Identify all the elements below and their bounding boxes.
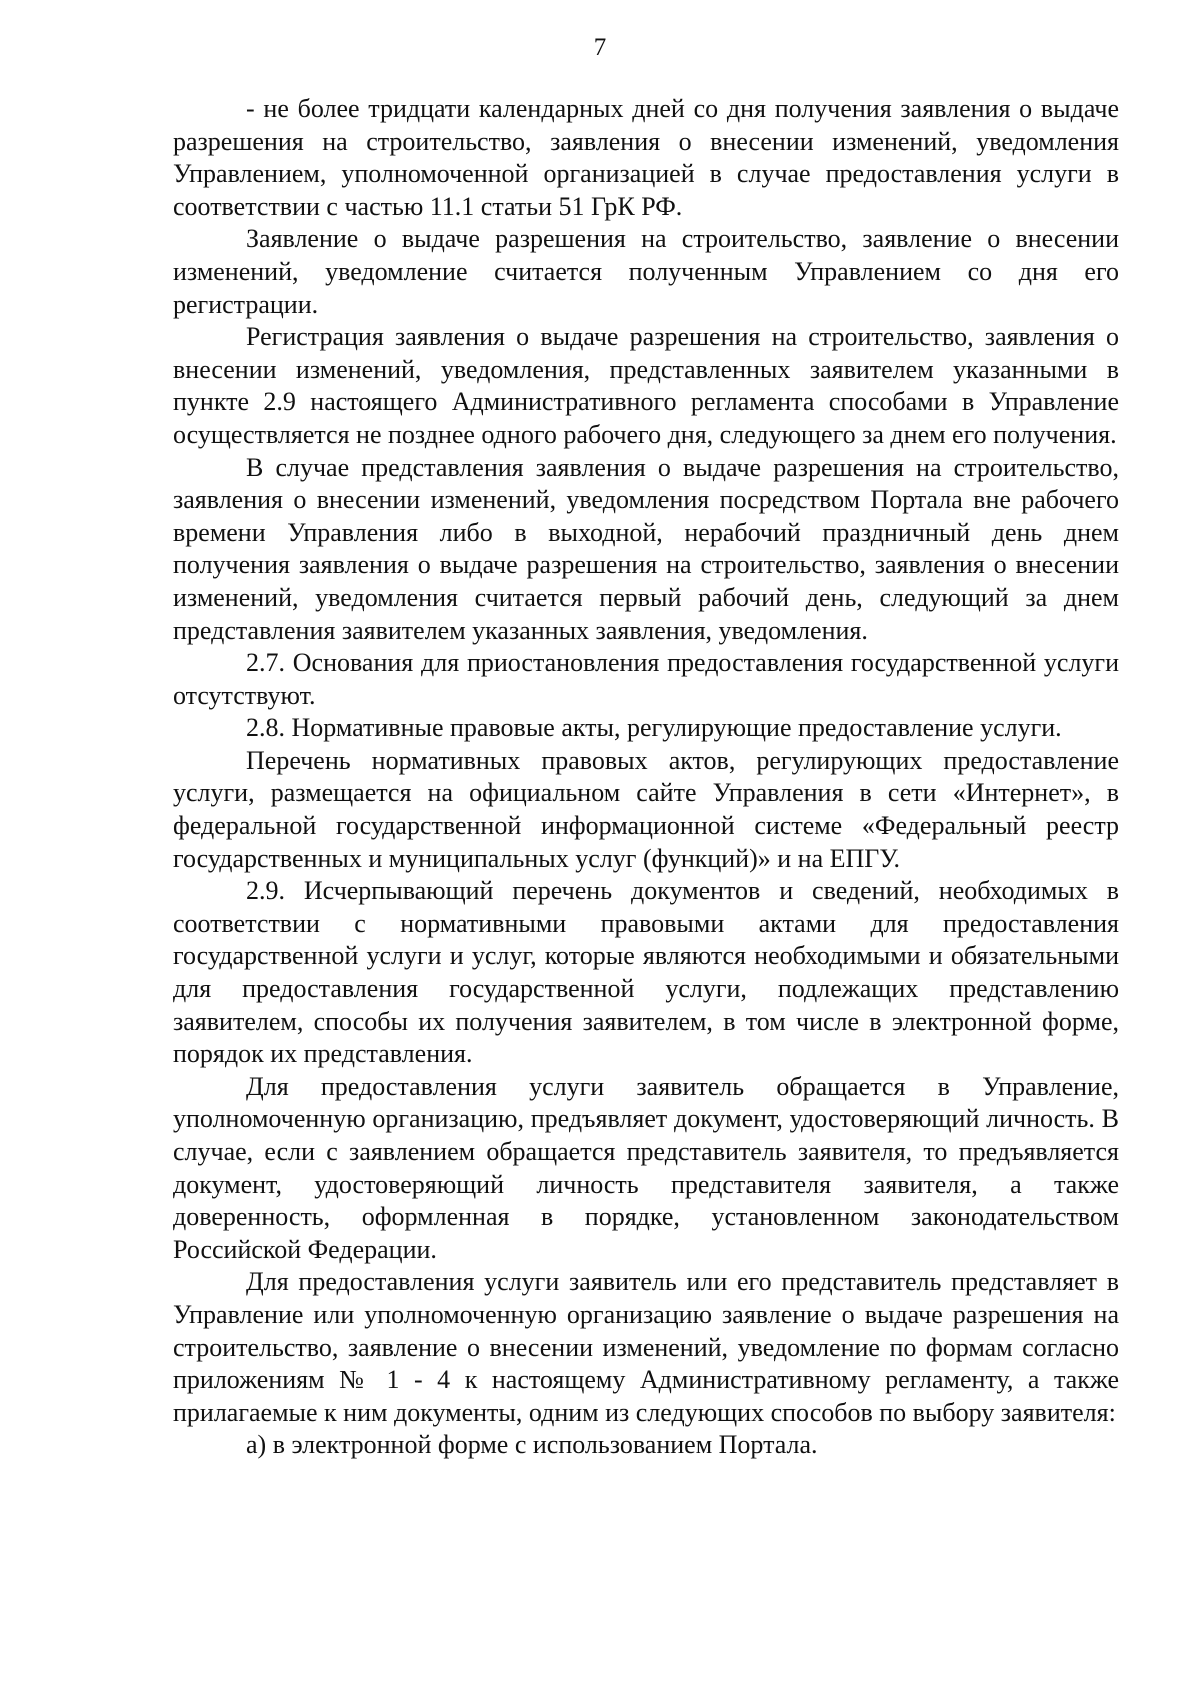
paragraph-submission-methods: Для предоставления услуги заявитель или его представитель представляет в Управление или уполномоченную организацию заявление о выдаче разрешения на строительство, заявление о внесении изменений, уведомление по формам согласно приложениям № 1 - 4 к настоящему Административному регламенту, а также прилагаемые к ним документы, одним из следующих способов по выбору заявителя: <box>173 1267 1119 1427</box>
paragraph-section-2-9: 2.9. Исчерпывающий перечень документов и сведений, необходимых в соответствии с нормативными правовыми актами для предоставления государственной услуги и услуг, которые являются необходимыми и обязательными для предоставления государственной услуги, подлежащих представлению заявителем, способы их получения заявителем, в том числе в электронной форме, порядок их представления. <box>173 876 1119 1069</box>
paragraph-legal-acts-list: Перечень нормативных правовых актов, регулирующих предоставление услуги, размещается на официальном сайте Управления в сети «Интернет», в федеральной государственной информационной системе «Федеральный реестр государственных и муниципальных услуг (функций)» и на ЕПГУ. <box>173 745 1119 873</box>
paragraph-section-2-7: 2.7. Основания для приостановления предоставления государственной услуги отсутствуют. <box>173 648 1119 710</box>
page-number: 7 <box>593 34 607 61</box>
paragraph-deadline: - не более тридцати календарных дней со дня получения заявления о выдаче разрешения на строительство, заявления о внесении изменений, уведомления Управлением, уполномоченной организацией в случае предоставления услуги в соответствии с частью 11.1 статьи 51 ГрК РФ. <box>173 94 1119 221</box>
paragraph-identity-documents: Для предоставления услуги заявитель обращается в Управление, уполномоченную организацию, предъявляет документ, удостоверяющий личность. В случае, если с заявлением обращается представитель заявителя, то предъявляется документ, удостоверяющий личность представителя заявителя, а также доверенность, оформленная в порядке, установленном законодательством Российской Федерации. <box>173 1071 1119 1264</box>
paragraph-registration: Регистрация заявления о выдаче разрешения на строительство, заявления о внесении изменений, уведомления, представленных заявителем указанными в пункте 2.9 настоящего Административного регламента способами в Управление осуществляется не позднее одного рабочего дня, следующего за днем его получения. <box>173 322 1119 449</box>
list-item-electronic-form: а) в электронной форме с использованием Портала. <box>246 1430 818 1460</box>
paragraph-portal-submission: В случае представления заявления о выдаче разрешения на строительство, заявления о внесении изменений, уведомления посредством Портала вне рабочего времени Управления либо в выходной, нерабочий праздничный день днем получения заявления о выдаче разрешения на строительство, заявления о внесении изменений, уведомления считается первый рабочий день, следующий за днем представления заявителем указанных заявления, уведомления. <box>173 452 1119 645</box>
document-body <box>173 93 1119 1462</box>
paragraph-section-2-8: 2.8. Нормативные правовые акты, регулирующие предоставление услуги. <box>246 713 1062 743</box>
paragraph-receipt: Заявление о выдаче разрешения на строительство, заявление о внесении изменений, уведомление считается полученным Управлением со дня его регистрации. <box>173 224 1119 319</box>
